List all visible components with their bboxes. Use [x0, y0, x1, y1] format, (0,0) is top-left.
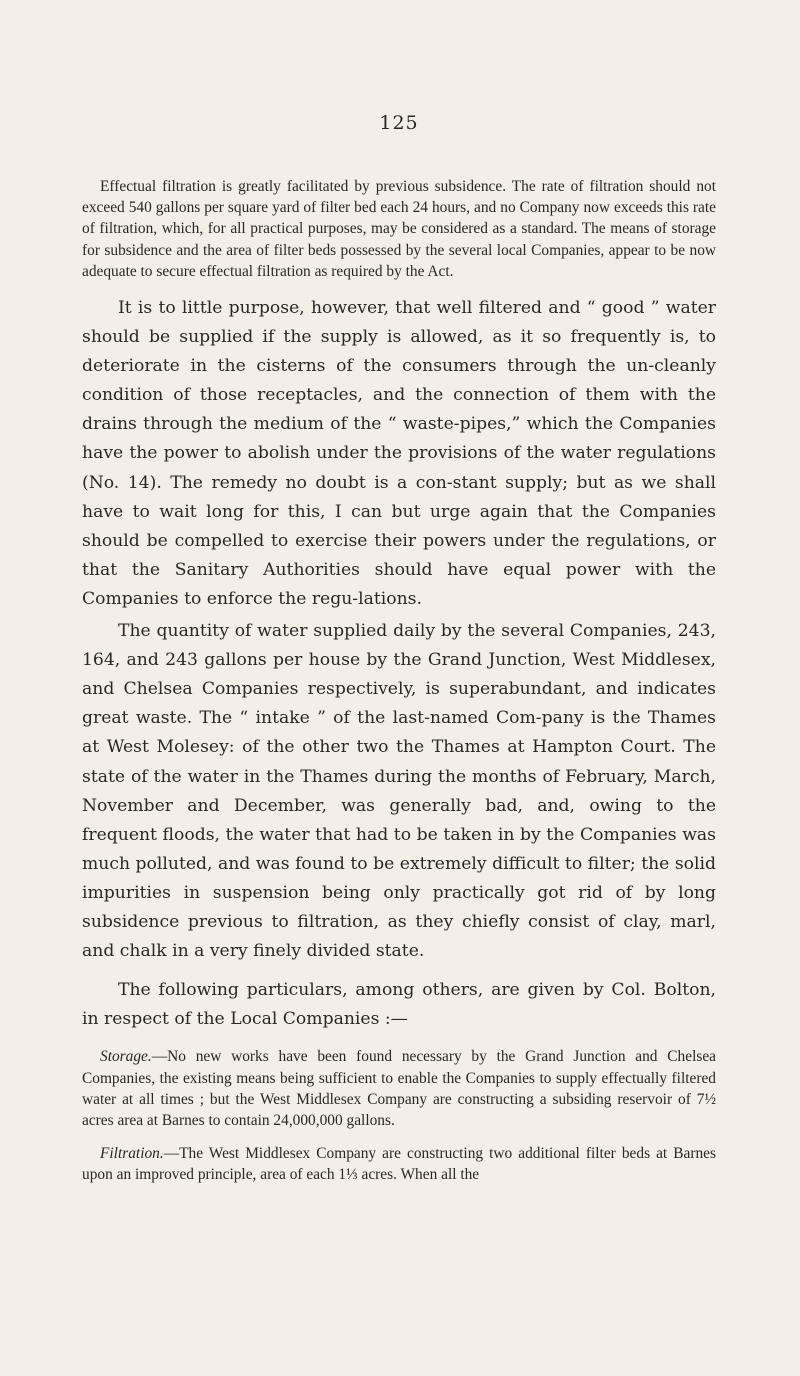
storage-text: —No new works have been found necessary by the Grand Junction and Chelsea Companies, the existing means being sufficient to enable the Companies to supply effectually filtered water at all times ; but the West Middlesex Company are constructing a subsiding reservoir of 7½ acres area at Barnes to contain 24,000,000 gallons. [82, 1048, 716, 1129]
paragraph-filtration-rate: Effectual filtration is greatly facilitated by previous subsidence. The rate of filtration should not exceed 540 gallons per square yard of filter bed each 24 hours, and no Company now exceeds this rate of filtration, which, for all practical purposes, may be considered as a standard. The means of storage for subsidence and the area of filter beds possessed by the several local Companies, appear to be now adequate to secure effectual filtration as required by the Act. [82, 178, 716, 280]
paragraph-water-quantity: The quantity of water supplied daily by the several Companies, 243, 164, and 243 gallons per house by the Grand Junction, West Middlesex, and Chelsea Companies respectively, is superabundant, and indicates great waste. The “ intake ” of the last-named Com-pany is the Thames at West Molesey: of the other two the Thames at Hampton Court. The state of the water in the Thames during the months of February, March, November and December, was generally bad, and, owing to the frequent floods, the water that had to be taken in by the Companies was much polluted, and was found to be extremely difficult to filter; the solid impurities in suspension being only practically got rid of by long subsidence previous to filtration, as they chiefly consist of clay, marl, and chalk in a very finely divided state. [82, 621, 716, 962]
paragraph-col-bolton-particulars: The following particulars, among others, are given by Col. Bolton, in respect of the Local Companies :— [82, 980, 716, 1030]
paragraph-storage [82, 1046, 716, 1131]
page-number: 125 [379, 112, 419, 134]
filtration-text: —The West Middlesex Company are constructing two additional filter beds at Barnes upon an improved principle, area of each 1⅓ acres. When all the [82, 1145, 716, 1184]
paragraph-cistern-deterioration: It is to little purpose, however, that well filtered and “ good ” water should be supplied if the supply is allowed, as it so frequently is, to deteriorate in the cisterns of the consumers through the un-cleanly condition of those receptacles, and the connection of them with the drains through the medium of the “ waste-pipes,” which the Companies have the power to abolish under the provisions of the water regulations (No. 14). The remedy no doubt is a con-stant supply; but as we shall have to wait long for this, I can but urge again that the Companies should be compelled to exercise their powers under the regulations, or that the Sanitary Authorities should have equal power with the Companies to enforce the regu-lations. [82, 298, 716, 609]
filtration-heading: Filtration. [100, 1145, 164, 1163]
storage-heading: Storage. [100, 1048, 152, 1066]
paragraph-filtration [82, 1143, 716, 1185]
